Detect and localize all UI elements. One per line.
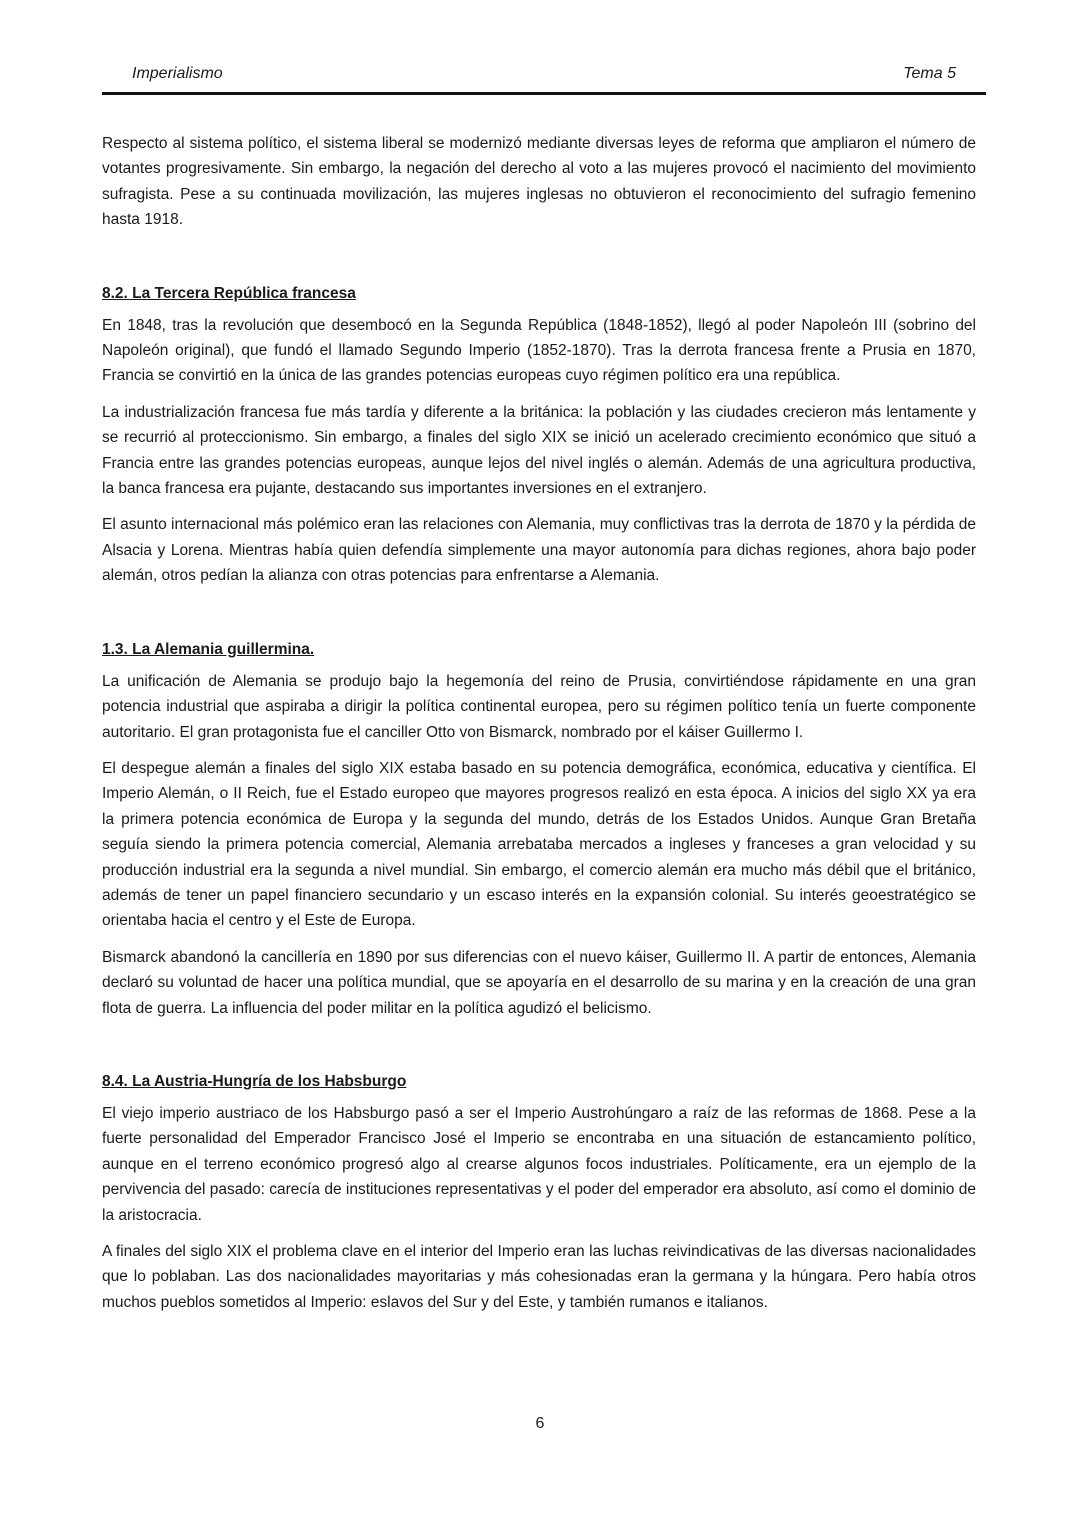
section-title-tercera-republica: 8.2. La Tercera República francesa [102, 284, 356, 302]
paragraph: El despegue alemán a finales del siglo XIX estaba basado en su potencia demográfica, económica, educativa y científica. El Imperio Alemán, o II Reich, fue el Estado europeo que mayores progresos realizó en esta época. A inicios del siglo XX ya era la primera potencia económica de Europa y la segunda del mundo, detrás de los Estados Unidos. Aunque Gran Bretaña seguía siendo la primera potencia comercial, Alemania arrebataba mercados a ingleses y franceses a gran velocidad y su producción industrial era la segunda a nivel mundial. Sin embargo, el comercio alemán era mucho más débil que el británico, además de tener un papel financiero secundario y un escaso interés en la expansión colonial. Su interés geoestratégico se orientaba hacia el centro y el Este de Europa. [102, 759, 976, 930]
header-topic-label: Tema 5 [903, 65, 956, 82]
paragraph: La industrialización francesa fue más tardía y diferente a la británica: la población y las ciudades crecieron más lentamente y se recurrió al proteccionismo. Sin embargo, a finales del siglo XIX se inició un acelerado crecimiento económico que situó a Francia entre las grandes potencias europeas, aunque lejos del nivel inglés o alemán. Además de una agricultura productiva, la banca francesa era pujante, destacando sus importantes inversiones en el extranjero. [102, 403, 976, 498]
intro-paragraph: Respecto al sistema político, el sistema liberal se modernizó mediante diversas leyes de reforma que ampliaron el número de votantes progresivamente. Sin embargo, la negación del derecho al voto a las mujeres provocó el nacimiento del movimiento sufragista. Pese a su continuada movilización, las mujeres inglesas no obtuvieron el reconocimiento del sufragio femenino hasta 1918. [102, 135, 976, 229]
page-content [102, 131, 976, 1326]
paragraph: El asunto internacional más polémico eran las relaciones con Alemania, muy conflictivas tras la derrota de 1870 y la pérdida de Alsacia y Lorena. Mientras había quien defendía simplemente una mayor autonomía para dichas regiones, ahora bajo poder alemán, otros pedían la alianza con otras potencias para enfrentarse a Alemania. [102, 516, 976, 585]
paragraph: La unificación de Alemania se produjo bajo la hegemonía del reino de Prusia, convirtiéndose rápidamente en una gran potencia industrial que aspiraba a dirigir la política continental europea, pero su régimen político tenía un fuerte componente autoritario. El gran protagonista fue el canciller Otto von Bismarck, nombrado por el káiser Guillermo I. [102, 672, 976, 741]
section-title-austria-hungria: 8.4. La Austria-Hungría de los Habsburgo [102, 1072, 407, 1090]
page-header [102, 62, 986, 95]
paragraph: Bismarck abandonó la cancillería en 1890 por sus diferencias con el nuevo káiser, Guillermo II. A partir de entonces, Alemania declaró su voluntad de hacer una política mundial, que se apoyaría en el desarrollo de su marina y en la creación de una gran flota de guerra. La influencia del poder militar en la política agudizó el belicismo. [102, 948, 976, 1017]
section-title-alemania-guillermina: 1.3. La Alemania guillermina. [102, 640, 315, 658]
page-number: 6 [535, 1415, 545, 1432]
paragraph: El viejo imperio austriaco de los Habsburgo pasó a ser el Imperio Austrohúngaro a raíz de las reformas de 1868. Pese a la fuerte personalidad del Emperador Francisco José el Imperio se encontraba en una situación de estancamiento político, aunque en el terreno económico progresó algo al crearse algunos focos industriales. Políticamente, era un ejemplo de la pervivencia del pasado: carecía de instituciones representativas y el poder del emperador era absoluto, así como el dominio de la aristocracia. [102, 1104, 976, 1224]
paragraph: En 1848, tras la revolución que desembocó en la Segunda República (1848-1852), llegó al poder Napoleón III (sobrino del Napoleón original), que fundó el llamado Segundo Imperio (1852-1870). Tras la derrota francesa frente a Prusia en 1870, Francia se convirtió en la única de las grandes potencias europeas cuyo régimen político era una república. [102, 316, 976, 385]
paragraph: A finales del siglo XIX el problema clave en el interior del Imperio eran las luchas reivindicativas de las diversas nacionalidades que lo poblaban. Las dos nacionalidades mayoritarias y más cohesionadas eran la germana y la húngara. Pero había otros muchos pueblos sometidos al Imperio: eslavos del Sur y del Este, y también rumanos e italianos. [102, 1243, 976, 1311]
header-document-title: Imperialismo [132, 65, 223, 82]
